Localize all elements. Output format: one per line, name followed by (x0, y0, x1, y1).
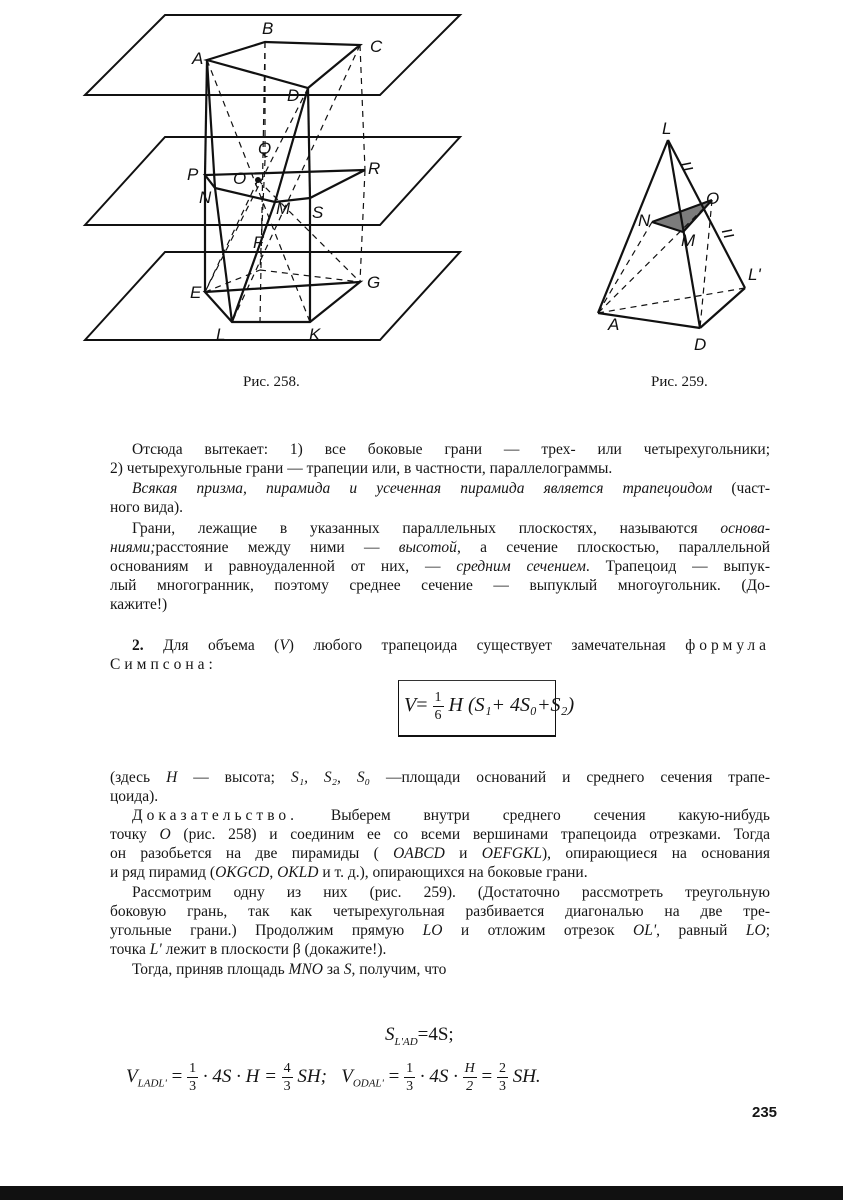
eq2-v1: V (126, 1065, 138, 1087)
label-F: F (253, 233, 264, 252)
text-segment: за (323, 961, 344, 978)
scan-edge (0, 1186, 843, 1200)
numerator: 1 (434, 690, 442, 705)
numerator: 1 (189, 1061, 197, 1076)
text-segment: L' (149, 941, 162, 958)
label-O: O (706, 189, 720, 208)
eq2-v2: V (341, 1065, 353, 1087)
fraction (497, 1060, 508, 1095)
text-segment: LO (745, 922, 766, 939)
text-line (110, 557, 770, 576)
text-segment: O (159, 826, 171, 843)
text-segment: точку (110, 826, 160, 843)
text-line (110, 825, 770, 844)
denominator: 2 (466, 1079, 474, 1094)
label-L: L (216, 325, 226, 344)
denominator: 3 (283, 1079, 291, 1094)
label-A: A (608, 315, 620, 334)
text-line (110, 844, 770, 863)
text-segment: лежит в плоскости β (докажите!). (161, 941, 387, 958)
text-line (110, 538, 770, 557)
eq1-sub: L'AD (394, 1035, 418, 1048)
text-line (132, 960, 770, 979)
text-line (110, 768, 770, 787)
text-segment: Доказательство. (132, 807, 299, 824)
fraction (463, 1060, 477, 1095)
label-M: M (276, 199, 291, 218)
figure-258-caption: Рис. 258. (243, 374, 300, 390)
fraction (404, 1060, 415, 1095)
text-segment: , (269, 864, 278, 881)
numerator: H (464, 1061, 475, 1076)
equation-volumes (126, 1060, 541, 1095)
fraction (187, 1060, 198, 1095)
eq2-v1-sub: LADL' (137, 1077, 167, 1090)
numerator: 1 (406, 1061, 414, 1076)
text-line (132, 519, 770, 538)
figure-259 (580, 110, 780, 360)
label-M: M (681, 231, 696, 250)
label-K: K (309, 325, 321, 344)
text-segment: угольные грани.) Продолжим прямую (110, 922, 423, 939)
text-line (110, 902, 770, 921)
eq2-a: = (171, 1065, 183, 1087)
text-segment: V (279, 637, 289, 654)
text-segment: кажите!) (110, 596, 168, 613)
text-line (110, 787, 770, 806)
text-segment: и т. д.), опирающихся на боковые грани. (318, 864, 588, 881)
eq2-d: = (388, 1065, 400, 1087)
label-O: O (233, 169, 247, 188)
text-line (110, 459, 770, 478)
denominator: 6 (434, 708, 442, 723)
formula-eq: = (416, 694, 428, 717)
text-segment: OKGCD (215, 864, 270, 881)
fraction (282, 1060, 293, 1095)
text-segment: OL' (633, 922, 657, 939)
denominator: 3 (406, 1079, 414, 1094)
page-number: 235 (752, 1104, 778, 1121)
text-segment: основаниям и равноудаленной от них, — (110, 558, 457, 575)
fraction (433, 689, 444, 724)
text-segment: ниями; (110, 539, 156, 556)
text-segment: H (166, 769, 178, 786)
text-segment: MNO (288, 961, 323, 978)
text-segment: S₁, S₂, S₀ (290, 769, 371, 786)
text-segment: ; (765, 922, 771, 939)
text-line (110, 863, 770, 882)
text-line (132, 883, 770, 902)
text-line (110, 498, 770, 517)
eq2-b: · 4S · H = (202, 1065, 277, 1087)
text-segment: OEFGKL (481, 845, 543, 862)
label-D: D (287, 86, 300, 105)
label-D: D (694, 335, 707, 354)
text-segment: OABCD (393, 845, 445, 862)
label-L: L (662, 119, 672, 138)
formula-lhs: V (404, 694, 417, 717)
label-B: B (262, 19, 274, 38)
label-N: N (199, 188, 212, 207)
text-segment: ) любого трапецоида существует замечательная (288, 637, 686, 654)
text-line (132, 479, 770, 498)
text-segment: S (343, 961, 352, 978)
text-segment: высотой (398, 539, 457, 556)
eq2-v2-sub: ODAL' (352, 1077, 384, 1090)
text-segment: OKLD (277, 864, 319, 881)
denominator: 3 (498, 1079, 506, 1094)
label-C: C (370, 37, 383, 56)
label-E: E (190, 283, 202, 302)
label-S: S (312, 203, 324, 222)
text-segment: Грани, лежащие в указанных параллельных плоскостях, называются (132, 520, 721, 537)
text-segment: средним сечением (456, 558, 586, 575)
text-line (110, 655, 770, 674)
text-line (132, 806, 770, 825)
text-segment: точка (110, 941, 150, 958)
simpson-formula (398, 680, 575, 737)
text-line (110, 921, 770, 940)
text-segment: —площади оснований и среднего сечения трапе- (370, 769, 771, 786)
eq1-lhs: S (385, 1024, 395, 1045)
text-line (110, 576, 770, 595)
text-segment: Отсюда вытекает: 1) все боковые грани — трех- или четырехугольники; (132, 441, 770, 458)
label-L-prime: L' (748, 265, 761, 284)
numerator: 4 (283, 1061, 291, 1076)
text-segment: Рассмотрим одну из них (рис. 259). (Достаточно рассмотреть треугольную (132, 884, 770, 901)
equation-area (385, 1024, 454, 1048)
text-segment: лый многогранник, поэтому среднее сечение — выпуклый многоугольник. (До- (110, 577, 770, 594)
text-segment: ), опирающиеся на основания (542, 845, 771, 862)
text-segment: , равный (656, 922, 746, 939)
text-segment: , а сечение плоскостью, параллельной (456, 539, 770, 556)
formula-rhs: H (S₁+ 4S₀+S₂) (448, 694, 575, 717)
text-segment: боковую грань, так как четырехугольная разбивается диагональю на две тре- (110, 903, 770, 920)
text-line (110, 595, 770, 614)
text-segment: основа- (720, 520, 770, 537)
text-segment: и ряд пирамид ( (110, 864, 216, 881)
eq2-g: = (481, 1065, 493, 1087)
text-segment: LO (422, 922, 443, 939)
label-N: N (638, 211, 651, 230)
text-segment: Всякая призма, пирамида и усеченная пирамида является трапецоидом (132, 480, 713, 497)
text-segment: 2) четырехугольные грани — трапеции или, в частности, параллелограммы. (110, 460, 613, 477)
text-segment: Для объема ( (143, 637, 280, 654)
denominator: 3 (189, 1079, 197, 1094)
eq2-c: SH; (297, 1065, 327, 1087)
text-segment: формула (685, 637, 771, 654)
text-segment: Выберем внутри среднего сечения какую-нибудь (298, 807, 770, 824)
text-line (132, 440, 770, 459)
figure-258 (0, 0, 480, 350)
eq2-h: SH. (512, 1065, 541, 1087)
text-segment: (здесь (110, 769, 167, 786)
text-segment: , получим, что (351, 961, 447, 978)
numerator: 2 (498, 1061, 506, 1076)
label-P: P (187, 165, 199, 184)
text-segment: и отложим отрезок (442, 922, 634, 939)
figure-259-caption: Рис. 259. (651, 374, 708, 390)
text-segment: и (444, 845, 482, 862)
text-segment: расстояние между ними — (155, 539, 399, 556)
text-line (110, 940, 770, 959)
text-segment: Тогда, приняв площадь (132, 961, 289, 978)
label-R: R (368, 159, 381, 178)
eq2-e: · 4S · (419, 1065, 458, 1087)
text-segment: Симпсона: (110, 656, 217, 673)
text-segment: 2. (132, 637, 144, 654)
text-segment: (рис. 258) и соединим ее со всеми вершинами трапецоида отрезками. Тогда (170, 826, 771, 843)
text-segment: он разобьется на две пирамиды ( (110, 845, 394, 862)
label-A: A (192, 49, 204, 68)
text-segment: цоида). (110, 788, 159, 805)
text-segment: . Трапецоид — выпук- (585, 558, 770, 575)
text-segment: (част- (712, 480, 771, 497)
text-line (132, 636, 770, 655)
text-segment: — высота; (177, 769, 291, 786)
label-Q: Q (258, 139, 272, 158)
eq1-rhs: =4S; (417, 1024, 454, 1045)
text-segment: ного вида). (110, 499, 184, 516)
label-G: G (367, 273, 381, 292)
